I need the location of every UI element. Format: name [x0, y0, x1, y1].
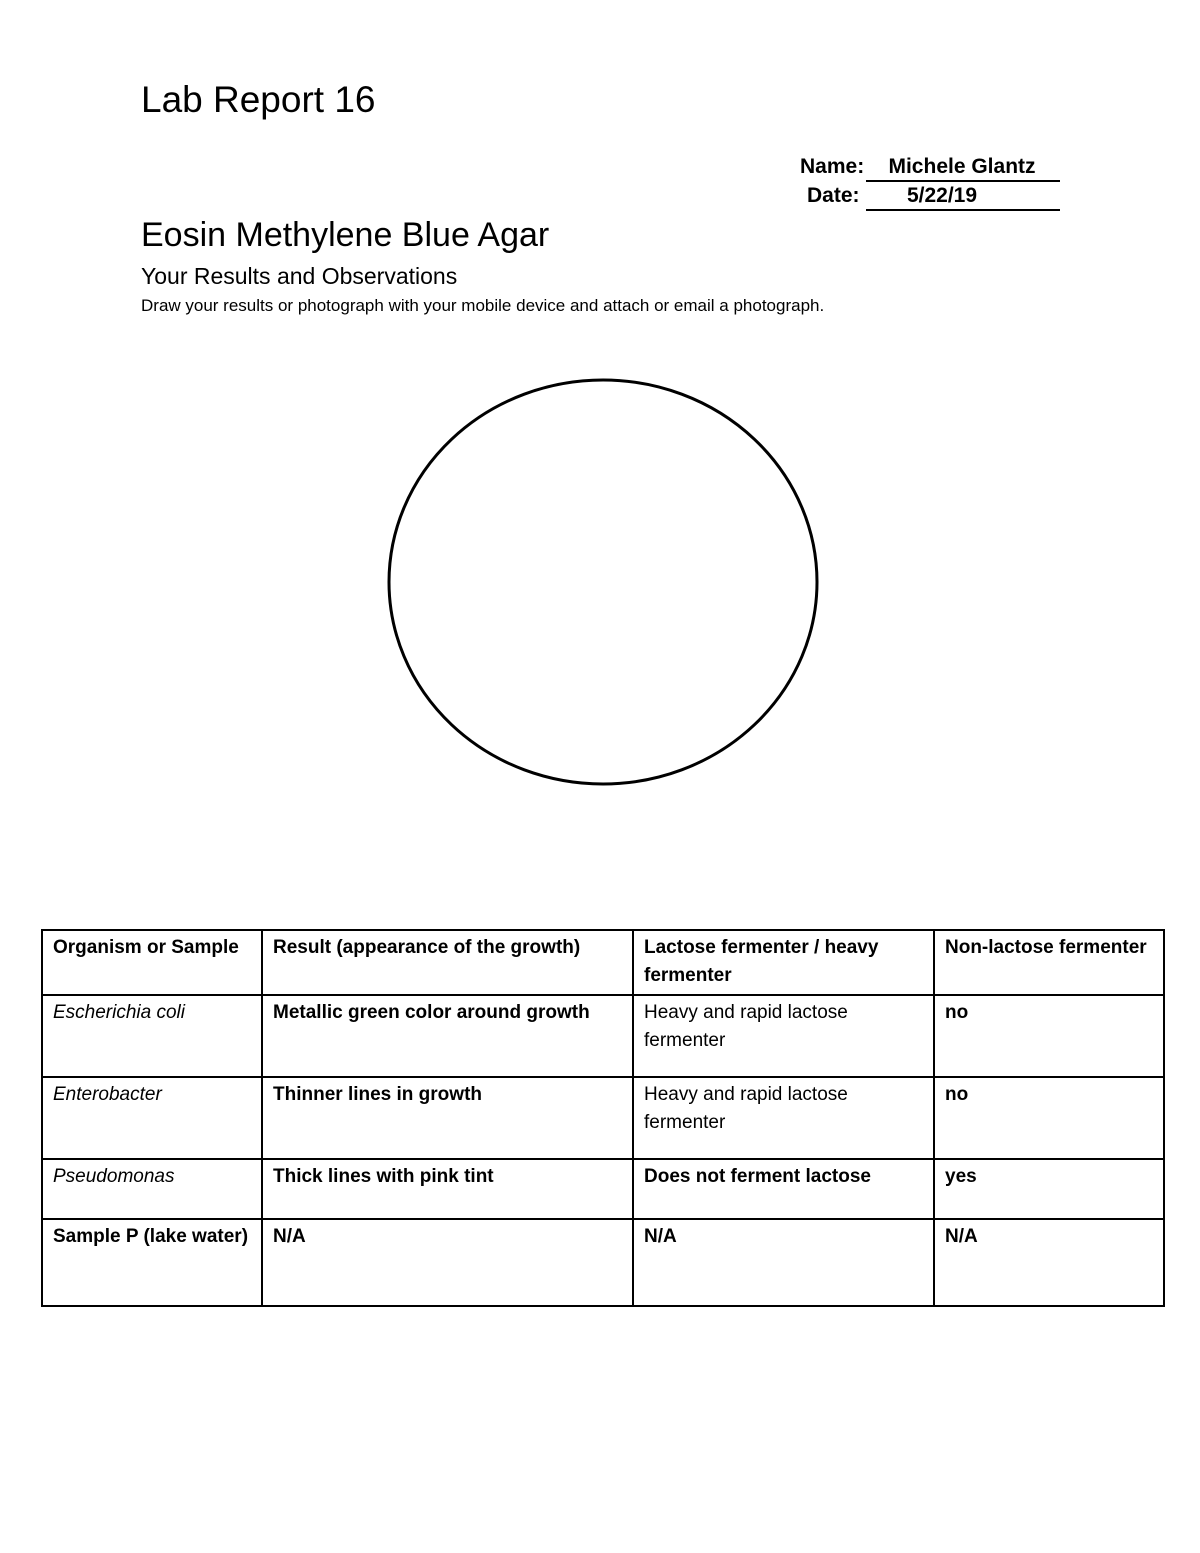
- section-subheading: Your Results and Observations: [141, 263, 458, 289]
- organism-cell: Pseudomonas: [42, 1159, 262, 1219]
- name-field: [800, 154, 1060, 182]
- lab-title: Lab Report 16: [141, 79, 376, 120]
- non-lactose-cell: no: [934, 995, 1164, 1077]
- non-lactose-cell: yes: [934, 1159, 1164, 1219]
- name-value: Michele Glantz: [866, 154, 1060, 182]
- date-value: 5/22/19: [866, 183, 1060, 211]
- page-heading: Eosin Methylene Blue Agar: [141, 216, 550, 254]
- table-row: [42, 1077, 1164, 1159]
- result-cell: Thick lines with pink tint: [262, 1159, 633, 1219]
- table-header-row: [42, 930, 1164, 995]
- table-row: [42, 995, 1164, 1077]
- header-non-lactose-fermenter: Non-lactose fermenter: [934, 930, 1164, 995]
- organism-cell: Sample P (lake water): [42, 1219, 262, 1306]
- result-cell: Metallic green color around growth: [262, 995, 633, 1077]
- result-cell: N/A: [262, 1219, 633, 1306]
- lactose-cell: Heavy and rapid lactose fermenter: [633, 1077, 934, 1159]
- name-label: Name:: [800, 155, 865, 178]
- table-row: [42, 1219, 1164, 1306]
- lactose-cell: Does not ferment lactose: [633, 1159, 934, 1219]
- non-lactose-cell: N/A: [934, 1219, 1164, 1306]
- organism-cell: Escherichia coli: [42, 995, 262, 1077]
- table-row: [42, 1159, 1164, 1219]
- lactose-cell: N/A: [633, 1219, 934, 1306]
- date-field: [807, 183, 1060, 211]
- header-result: Result (appearance of the growth): [262, 930, 633, 995]
- lactose-cell: Heavy and rapid lactose fermenter: [633, 995, 934, 1077]
- organism-cell: Enterobacter: [42, 1077, 262, 1159]
- non-lactose-cell: no: [934, 1077, 1164, 1159]
- result-cell: Thinner lines in growth: [262, 1077, 633, 1159]
- instructions-text: Draw your results or photograph with your mobile device and attach or email a photograph.: [141, 296, 825, 315]
- results-table: [41, 929, 1165, 1307]
- header-organism: Organism or Sample: [42, 930, 262, 995]
- header-lactose-fermenter: Lactose fermenter / heavy fermenter: [633, 930, 934, 995]
- date-label: Date:: [807, 184, 860, 207]
- petri-dish-drawing-area: [386, 377, 820, 789]
